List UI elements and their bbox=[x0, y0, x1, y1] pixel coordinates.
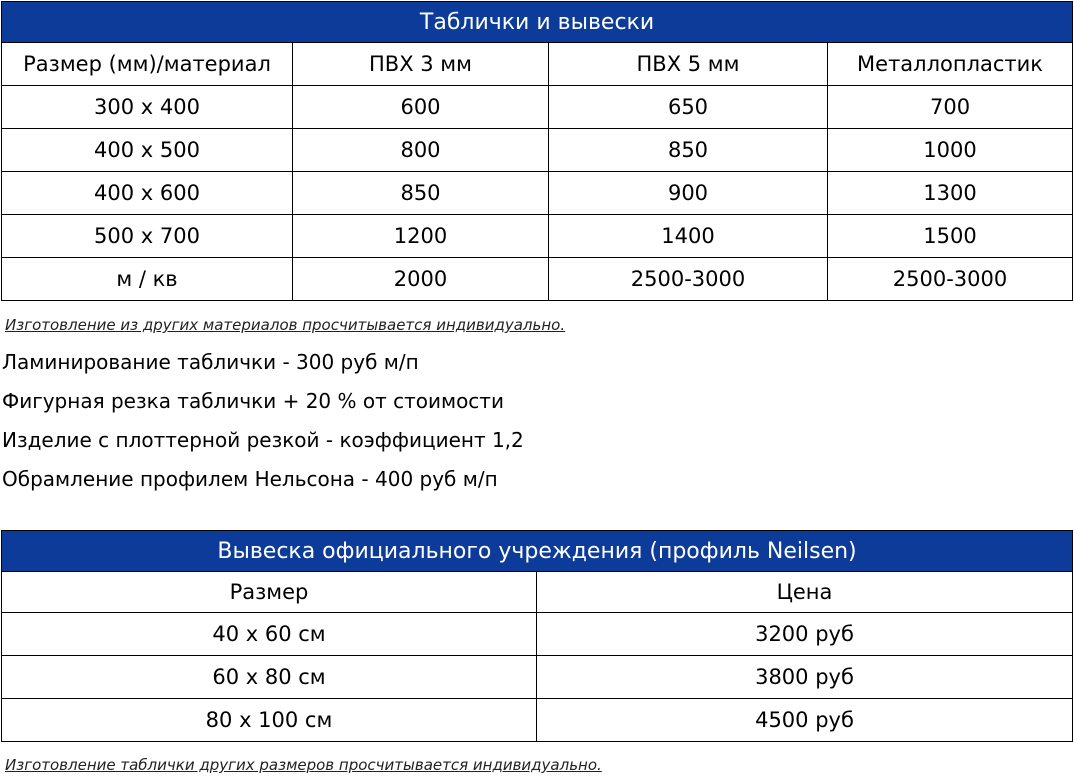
table-cell: 2500-3000 bbox=[549, 258, 828, 301]
service-figure-cut: Фигурная резка таблички + 20 % от стоимости bbox=[2, 389, 504, 413]
table-cell: 40 x 60 см bbox=[2, 613, 537, 656]
note-other-sizes: Изготовление таблички других размеров просчитывается индивидуально. bbox=[5, 756, 602, 774]
table-cell: 1300 bbox=[828, 172, 1073, 215]
table-cell: 600 bbox=[293, 86, 549, 129]
service-nelson-frame: Обрамление профилем Нельсона - 400 руб м/п bbox=[2, 467, 498, 491]
table-cell: 2500-3000 bbox=[828, 258, 1073, 301]
service-laminating: Ламинирование таблички - 300 руб м/п bbox=[2, 350, 419, 374]
table-cell: 300 x 400 bbox=[2, 86, 293, 129]
table-cell: 850 bbox=[293, 172, 549, 215]
column-header: ПВХ 5 мм bbox=[549, 43, 828, 86]
table-header-row bbox=[2, 572, 1073, 613]
table-cell: 4500 руб bbox=[537, 699, 1073, 742]
table-row bbox=[2, 699, 1073, 742]
table-cell: 3800 руб bbox=[537, 656, 1073, 699]
table-cell: 400 x 600 bbox=[2, 172, 293, 215]
service-plotter-cut: Изделие с плоттерной резкой - коэффициент 1,2 bbox=[2, 428, 524, 452]
table-row bbox=[2, 613, 1073, 656]
price-table-signs bbox=[1, 1, 1073, 301]
table-cell: 3200 руб bbox=[537, 613, 1073, 656]
column-header: Размер bbox=[2, 572, 537, 613]
table-row bbox=[2, 215, 1073, 258]
table-header-row bbox=[2, 43, 1073, 86]
table-cell: 800 bbox=[293, 129, 549, 172]
table-cell: 900 bbox=[549, 172, 828, 215]
column-header: Размер (мм)/материал bbox=[2, 43, 293, 86]
table-row bbox=[2, 129, 1073, 172]
table-cell: 1400 bbox=[549, 215, 828, 258]
table-cell: 500 x 700 bbox=[2, 215, 293, 258]
price-table-official-sign bbox=[1, 530, 1073, 742]
table-cell: 850 bbox=[549, 129, 828, 172]
table-row bbox=[2, 656, 1073, 699]
table-cell: 400 x 500 bbox=[2, 129, 293, 172]
table-cell: 1200 bbox=[293, 215, 549, 258]
table-cell: 700 bbox=[828, 86, 1073, 129]
table-title: Таблички и вывески bbox=[2, 2, 1073, 43]
table-cell: 1000 bbox=[828, 129, 1073, 172]
note-other-materials: Изготовление из других материалов просчитывается индивидуально. bbox=[5, 316, 566, 334]
column-header: Металлопластик bbox=[828, 43, 1073, 86]
table-row bbox=[2, 172, 1073, 215]
table-cell: 650 bbox=[549, 86, 828, 129]
table-title: Вывеска официального учреждения (профиль Neilsen) bbox=[2, 531, 1073, 572]
table-cell: 80 x 100 см bbox=[2, 699, 537, 742]
table-row bbox=[2, 86, 1073, 129]
column-header: ПВХ 3 мм bbox=[293, 43, 549, 86]
table-cell: м / кв bbox=[2, 258, 293, 301]
table-cell: 2000 bbox=[293, 258, 549, 301]
column-header: Цена bbox=[537, 572, 1073, 613]
table-cell: 60 x 80 см bbox=[2, 656, 537, 699]
table-row bbox=[2, 258, 1073, 301]
table-cell: 1500 bbox=[828, 215, 1073, 258]
